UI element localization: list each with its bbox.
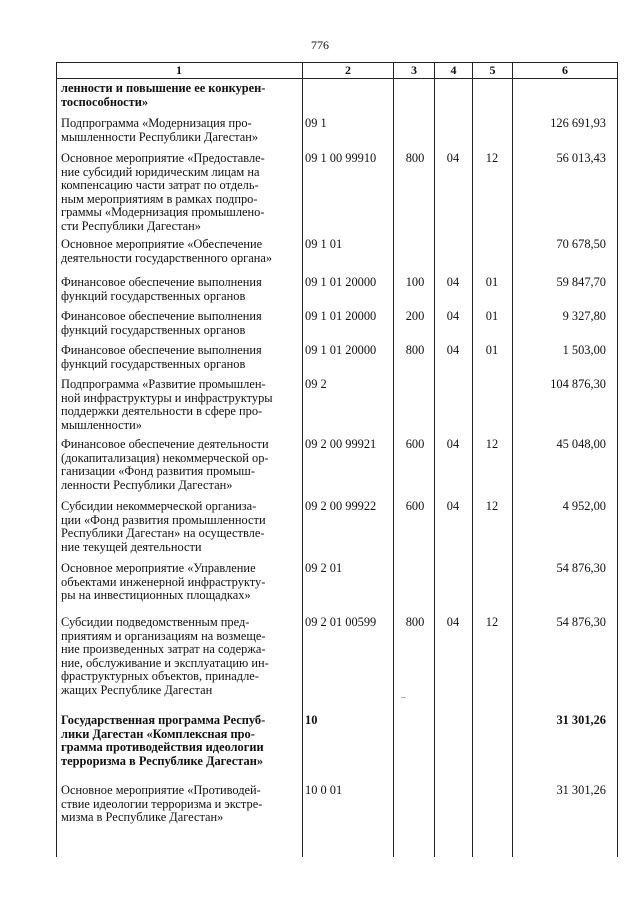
row-code: 09 2 01 — [305, 561, 343, 575]
row-col-5: 12 — [485, 151, 499, 165]
row-col-4: 04 — [446, 275, 460, 289]
row-col-3: 800 — [405, 151, 425, 165]
header-col-6: 6 — [562, 63, 568, 77]
row-amount: 1 503,00 — [562, 343, 606, 357]
row-col-3: 200 — [405, 309, 425, 323]
scan-mark: – — [401, 692, 406, 703]
row-col-5: 12 — [485, 437, 499, 451]
row-col-5: 12 — [485, 615, 499, 629]
row-name: Основное мероприятие «Противодей- ствие идеологии терроризма и экстре- мизма в Республике Дагестан» — [61, 783, 263, 825]
row-code: 09 1 — [305, 116, 327, 130]
row-amount: 59 847,70 — [556, 275, 606, 289]
column-divider — [302, 62, 303, 857]
header-col-4: 4 — [450, 63, 457, 77]
row-code: 10 0 01 — [305, 783, 343, 797]
row-amount: 54 876,30 — [556, 561, 606, 575]
row-amount: 104 876,30 — [550, 377, 606, 391]
row-amount: 70 678,50 — [556, 237, 606, 251]
row-col-4: 04 — [446, 437, 460, 451]
row-code: 10 — [305, 713, 318, 727]
row-col-5: 12 — [485, 499, 499, 513]
row-col-5: 01 — [485, 343, 499, 357]
row-name: ленности и повышение ее конкурен- тоспособности» — [61, 81, 266, 109]
header-col-3: 3 — [411, 63, 417, 77]
row-code: 09 2 01 00599 — [305, 615, 377, 629]
column-divider — [617, 62, 618, 857]
row-name: Подпрограмма «Развитие промышлен- ной инфраструктуры и инфраструктуры поддержки деятельности в сфере про- мышленности» — [61, 377, 273, 432]
row-col-3: 800 — [405, 343, 425, 357]
column-divider — [56, 62, 57, 857]
row-col-4: 04 — [446, 615, 460, 629]
row-code: 09 2 — [305, 377, 327, 391]
row-name: Подпрограмма «Модернизация про- мышленности Республики Дагестан» — [61, 116, 259, 144]
row-amount: 4 952,00 — [562, 499, 606, 513]
row-name: Финансовое обеспечение деятельности (докапитализация) некоммерческой ор- ганизации «Фонд развития промыш- ленности Республики Дагестан» — [61, 437, 269, 492]
row-code: 09 1 01 — [305, 237, 343, 251]
row-col-4: 04 — [446, 499, 460, 513]
row-code: 09 1 01 20000 — [305, 275, 377, 289]
row-name: Основное мероприятие «Управление объектами инженерной инфраструкту- ры на инвестиционных площадках» — [61, 561, 266, 603]
header-col-5: 5 — [489, 63, 496, 77]
row-code: 09 2 00 99921 — [305, 437, 377, 451]
row-name: Государственная программа Респуб- лики Дагестан «Комплексная про- грамма противодействия идеологии терроризма в Республике Дагестан» — [61, 713, 266, 768]
row-amount: 56 013,43 — [556, 151, 606, 165]
row-col-4: 04 — [446, 151, 460, 165]
row-name: Основное мероприятие «Обеспечение деятельности государственного органа» — [61, 237, 273, 265]
column-divider — [434, 62, 435, 857]
row-col-4: 04 — [446, 343, 460, 357]
row-name: Основное мероприятие «Предоставле- ние субсидий юридическим лицам на компенсацию части затрат по отдель- ным мероприятиям в рамках подпро- граммы «Модернизация промышлено- сти Республики Дагестан» — [61, 151, 265, 233]
column-divider — [393, 62, 394, 857]
row-col-3: 600 — [405, 437, 425, 451]
row-name: Финансовое обеспечение выполнения функций государственных органов — [61, 275, 262, 303]
column-divider — [472, 62, 473, 857]
row-amount: 31 301,26 — [556, 713, 606, 727]
row-code: 09 1 01 20000 — [305, 309, 377, 323]
row-name: Субсидии некоммерческой организа- ции «Фонд развития промышленности Республики Дагестан» на осуществле- ние текущей деятельности — [61, 499, 266, 554]
row-code: 09 1 00 99910 — [305, 151, 377, 165]
row-col-4: 04 — [446, 309, 460, 323]
row-amount: 54 876,30 — [556, 615, 606, 629]
row-amount: 9 327,80 — [562, 309, 606, 323]
row-col-3: 800 — [405, 615, 425, 629]
row-col-5: 01 — [485, 309, 499, 323]
row-code: 09 1 01 20000 — [305, 343, 377, 357]
row-col-3: 600 — [405, 499, 425, 513]
row-name: Финансовое обеспечение выполнения функций государственных органов — [61, 343, 262, 371]
row-name: Финансовое обеспечение выполнения функций государственных органов — [61, 309, 262, 337]
column-divider — [512, 62, 513, 857]
page-number: 776 — [311, 38, 329, 52]
header-bottom-border — [56, 78, 618, 79]
row-amount: 45 048,00 — [556, 437, 606, 451]
row-col-5: 01 — [485, 275, 499, 289]
row-code: 09 2 00 99922 — [305, 499, 377, 513]
header-col-1: 1 — [176, 63, 182, 77]
budget-table — [56, 62, 618, 857]
row-name: Субсидии подведомственным пред- приятиям и организациям на возмеще- ние произведенных затрат на содержа- ние, обслуживание и эксплуатацию ин- фраструктурных объектов, принадле- жащих Республике Дагестан — [61, 615, 269, 697]
row-col-3: 100 — [405, 275, 425, 289]
row-amount: 126 691,93 — [550, 116, 606, 130]
header-col-2: 2 — [345, 63, 351, 77]
row-amount: 31 301,26 — [556, 783, 606, 797]
